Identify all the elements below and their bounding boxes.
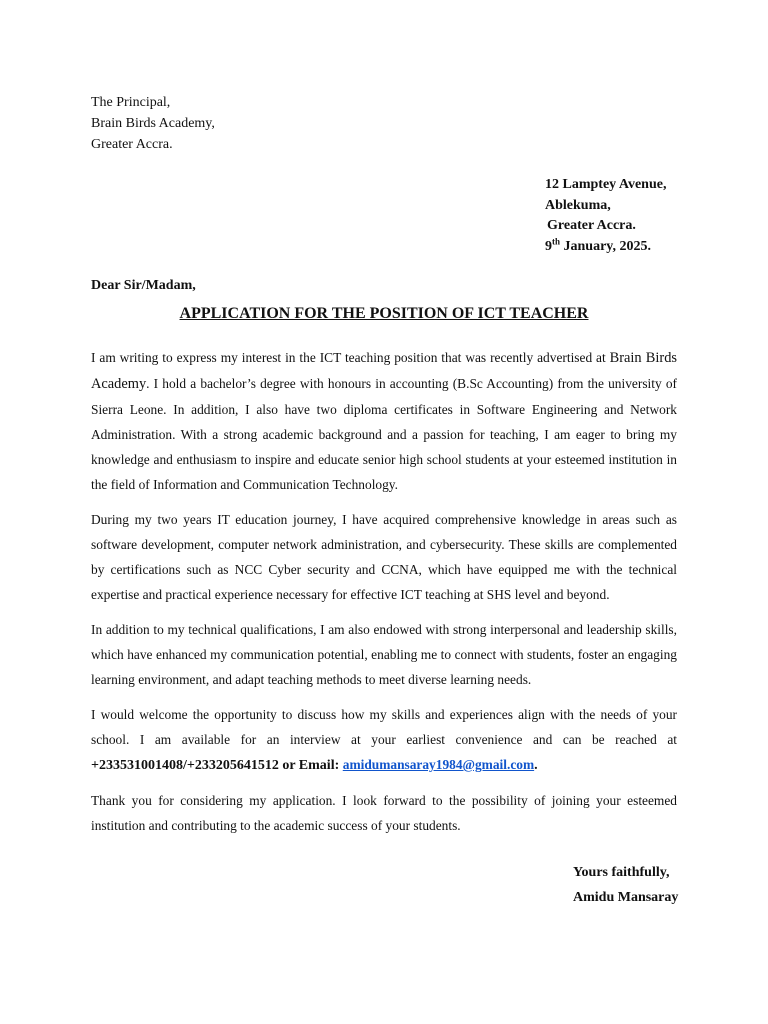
subject-heading: APPLICATION FOR THE POSITION OF ICT TEACHER [179, 305, 589, 322]
salutation: Dear Sir/Madam, [91, 278, 196, 293]
valediction: Yours faithfully, [573, 865, 670, 880]
paragraph-intro [91, 345, 677, 497]
paragraph-experience: During my two years IT education journey, I have acquired comprehensive knowledge in areas such as software development, computer network administration, and cybersecurity. These skills are complemented by certifications such as NCC Cyber security and CCNA, which have equipped me with the technical expertise and practical experience necessary for effective ICT teaching at SHS level and beyond. [91, 512, 677, 602]
p1-school-name: Brain Birds Academy [91, 350, 677, 392]
letter-body [91, 345, 677, 848]
p4-end: . [534, 758, 538, 773]
paragraph-contact [91, 702, 677, 778]
phone-numbers: +233531001408/+233205641512 or Email: [91, 758, 343, 773]
p4-start: I would welcome the opportunity to discuss how my skills and experiences align with the needs of your school. I am available for an interview at your earliest convenience and can be reached at [91, 707, 677, 747]
date-suffix: th [552, 235, 561, 246]
recipient-address [91, 92, 215, 155]
sender-line-street: 12 Lamptey Avenue, [545, 177, 667, 192]
sender-address [545, 175, 666, 257]
date-rest: January, 2025. [560, 238, 652, 254]
p1-start: I am writing to express my interest in the ICT teaching position that was recently advertised at [91, 350, 610, 365]
sender-line-region: Greater Accra. [547, 218, 636, 233]
recipient-line-region: Greater Accra. [91, 137, 173, 152]
recipient-line-title: The Principal, [91, 95, 171, 110]
letter-date [545, 237, 666, 258]
p1-end: . I hold a bachelor’s degree with honours in accounting (B.Sc Accounting) from the university of Sierra Leone. In addition, I also have two diploma certificates in Software Engineering and Network Administration. With a strong academic background and a passion for teaching, I am eager to bring my knowledge and enthusiasm to inspire and educate senior high school students at your esteemed institution in the field of Information and Communication Technology. [91, 376, 677, 492]
closing-block [573, 860, 678, 910]
signatory-name: Amidu Mansaray [573, 890, 679, 905]
paragraph-thanks: Thank you for considering my application. I look forward to the possibility of joining your esteemed institution and contributing to the academic success of your students. [91, 793, 677, 833]
date-day: 9 [545, 238, 552, 254]
paragraph-skills: In addition to my technical qualifications, I am also endowed with strong interpersonal and leadership skills, which have enhanced my communication potential, enabling me to connect with students, foster an engaging learning environment, and adapt teaching methods to meet diverse learning needs. [91, 622, 677, 687]
sender-line-area: Ablekuma, [545, 197, 611, 213]
email-link[interactable]: amidumansaray1984@gmail.com [342, 757, 535, 772]
recipient-line-school: Brain Birds Academy, [91, 116, 215, 131]
